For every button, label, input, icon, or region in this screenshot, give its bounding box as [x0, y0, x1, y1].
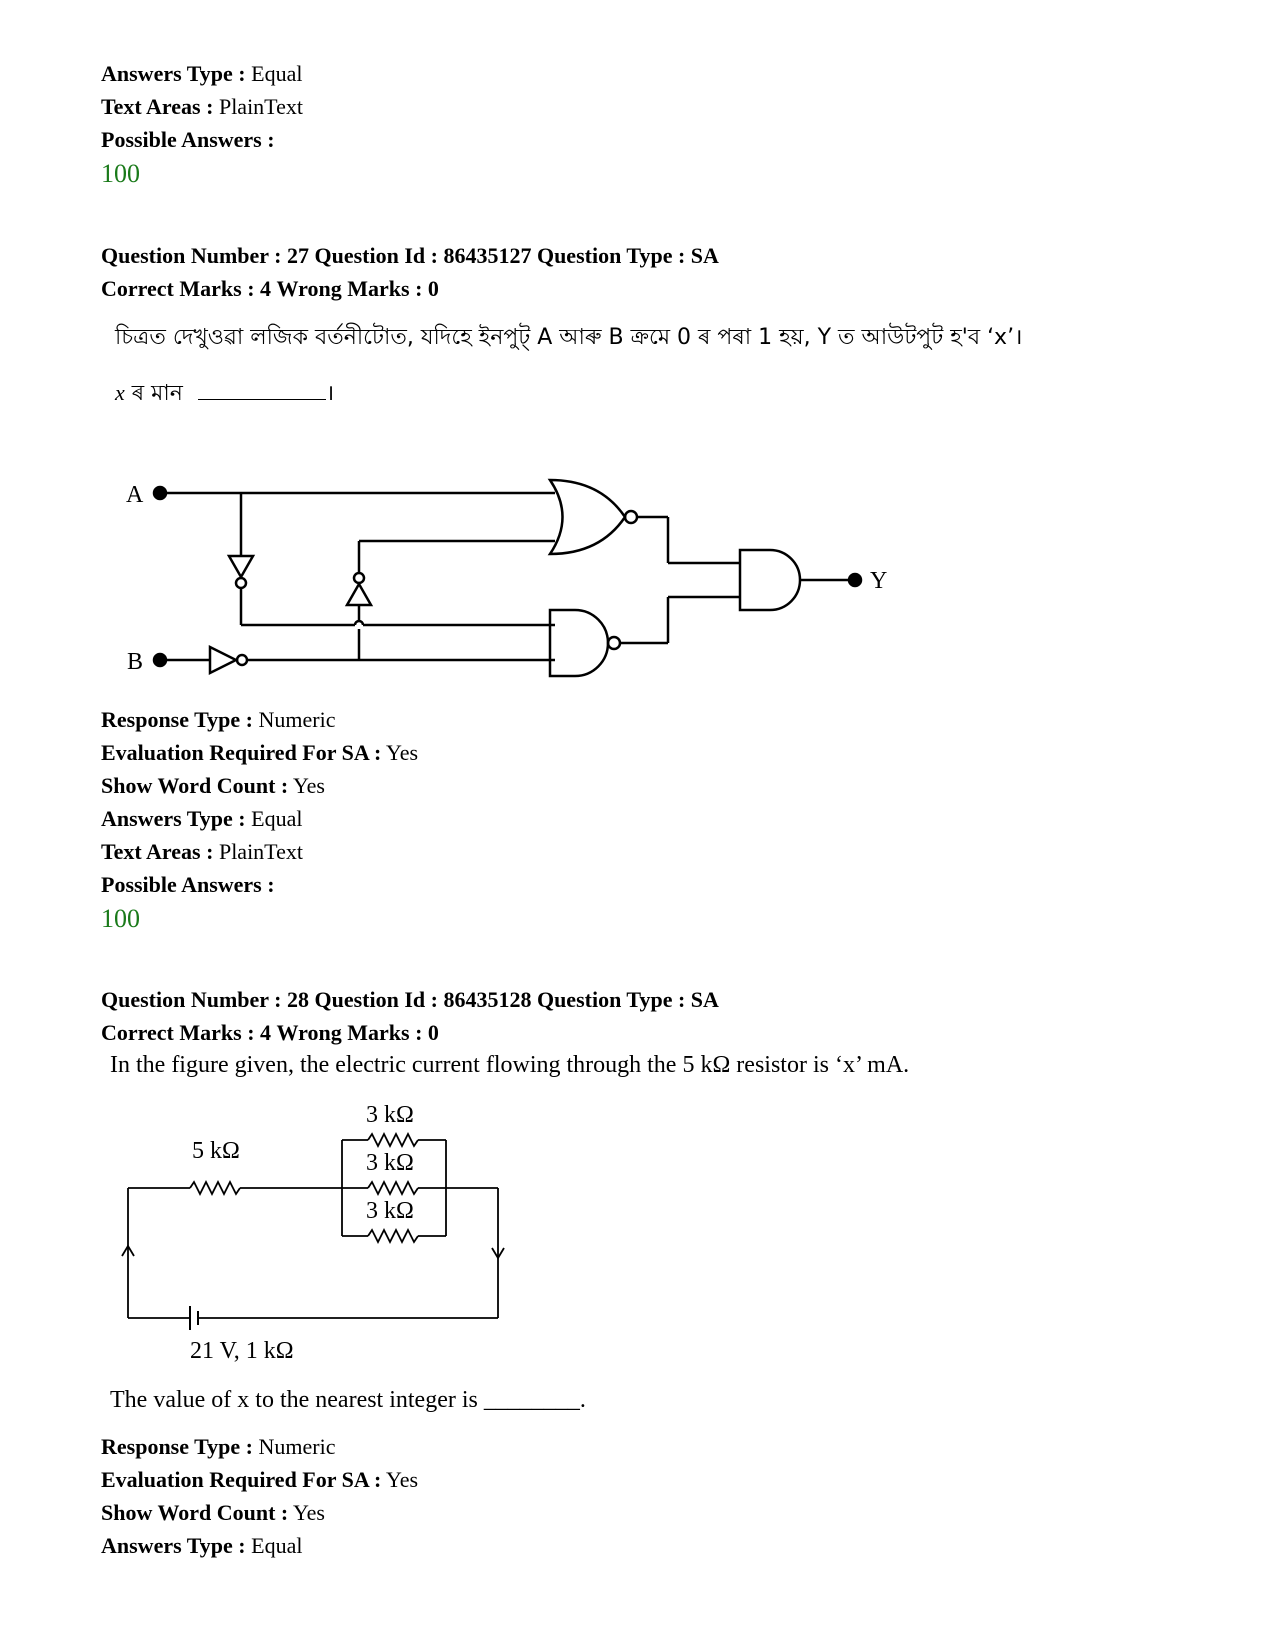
q28-answers-type: Equal [251, 1533, 303, 1558]
q28-response-type: Numeric [258, 1434, 336, 1459]
not-gate-up [347, 584, 371, 605]
q27-question-text: চিত্ৰত দেখুওৱা লজিক বৰ্তনীটোত, যদিহে ইনপুট্ A আৰু B ক্ৰমে 0 ৰ পৰা 1 হয়, Y ত আউটপুট হ'ব ‘x’। [115, 325, 1023, 350]
q27-response-type: Numeric [258, 707, 336, 732]
q28-header-title: Question Number : 28 Question Id : 86435128 Question Type : SA [101, 987, 719, 1012]
and-gate [740, 550, 800, 610]
not-gate-b [210, 647, 236, 673]
q28-header: Question Number : 28 Question Id : 86435128 Question Type : SA Correct Marks : 4 Wrong Marks : 0 [101, 987, 719, 1045]
q27-possible-answer: 100 [101, 904, 140, 933]
answers-type-row: Answers Type : Equal [101, 61, 303, 86]
nor-gate [550, 480, 625, 554]
nor-gate-bubble [625, 511, 637, 523]
input-b-dot [154, 654, 166, 666]
possible-answers-row: Possible Answers : [101, 127, 275, 152]
q27-meta: Response Type : Numeric Evaluation Required For SA : Yes Show Word Count : Yes Answers Type : Equal Text Areas : PlainText Possible Answers : 100 [101, 703, 418, 937]
resistor-3k-3-label: 3 kΩ [366, 1198, 414, 1224]
q27-header: Question Number : 27 Question Id : 86435127 Question Type : SA Correct Marks : 4 Wrong Marks : 0 [101, 243, 719, 301]
q28-show-word-count: Yes [292, 1500, 325, 1525]
text-areas-value: PlainText [218, 94, 303, 119]
resistor-3k-2-label: 3 kΩ [366, 1150, 414, 1176]
q28-correct-marks: 4 [260, 1020, 272, 1045]
q27-wrong-marks: 0 [427, 276, 439, 301]
q27-header-title: Question Number : 27 Question Id : 86435127 Question Type : SA [101, 243, 719, 268]
output-y-label: Y [870, 568, 888, 594]
q27-text-areas: PlainText [218, 839, 303, 864]
q27-answers-type: Equal [251, 806, 303, 831]
resistor-3k-1-label: 3 kΩ [366, 1102, 414, 1128]
q28-question-line2: The value of x to the nearest integer is ________. [110, 1387, 586, 1413]
q28-wrong-marks: 0 [427, 1020, 439, 1045]
input-b-label: B [127, 649, 144, 675]
q27-show-word-count: Yes [292, 773, 325, 798]
q27-question-line2: x ৰ মান । [115, 380, 335, 406]
q27-correct-marks: 4 [260, 276, 272, 301]
q28-question-text: In the figure given, the electric current flowing through the 5 kΩ resistor is ‘x’ mA. [110, 1052, 910, 1078]
output-y-dot [849, 574, 861, 586]
resistor-5k-label: 5 kΩ [192, 1138, 240, 1164]
q28-evaluation-required: Yes [386, 1467, 419, 1492]
input-a-label: A [126, 482, 144, 508]
not-gate-down [229, 556, 253, 577]
nand-gate [550, 610, 608, 676]
nand-gate-bubble [608, 637, 620, 649]
answers-type-value: Equal [251, 61, 303, 86]
battery-label: 21 V, 1 kΩ [190, 1338, 294, 1364]
q27-evaluation-required: Yes [386, 740, 419, 765]
text-areas-row: Text Areas : PlainText [101, 94, 303, 119]
input-a-dot [154, 487, 166, 499]
possible-answer-value: 100 [101, 159, 140, 188]
q28-meta: Response Type : Numeric Evaluation Required For SA : Yes Show Word Count : Yes Answers Type : Equal [101, 1434, 419, 1558]
